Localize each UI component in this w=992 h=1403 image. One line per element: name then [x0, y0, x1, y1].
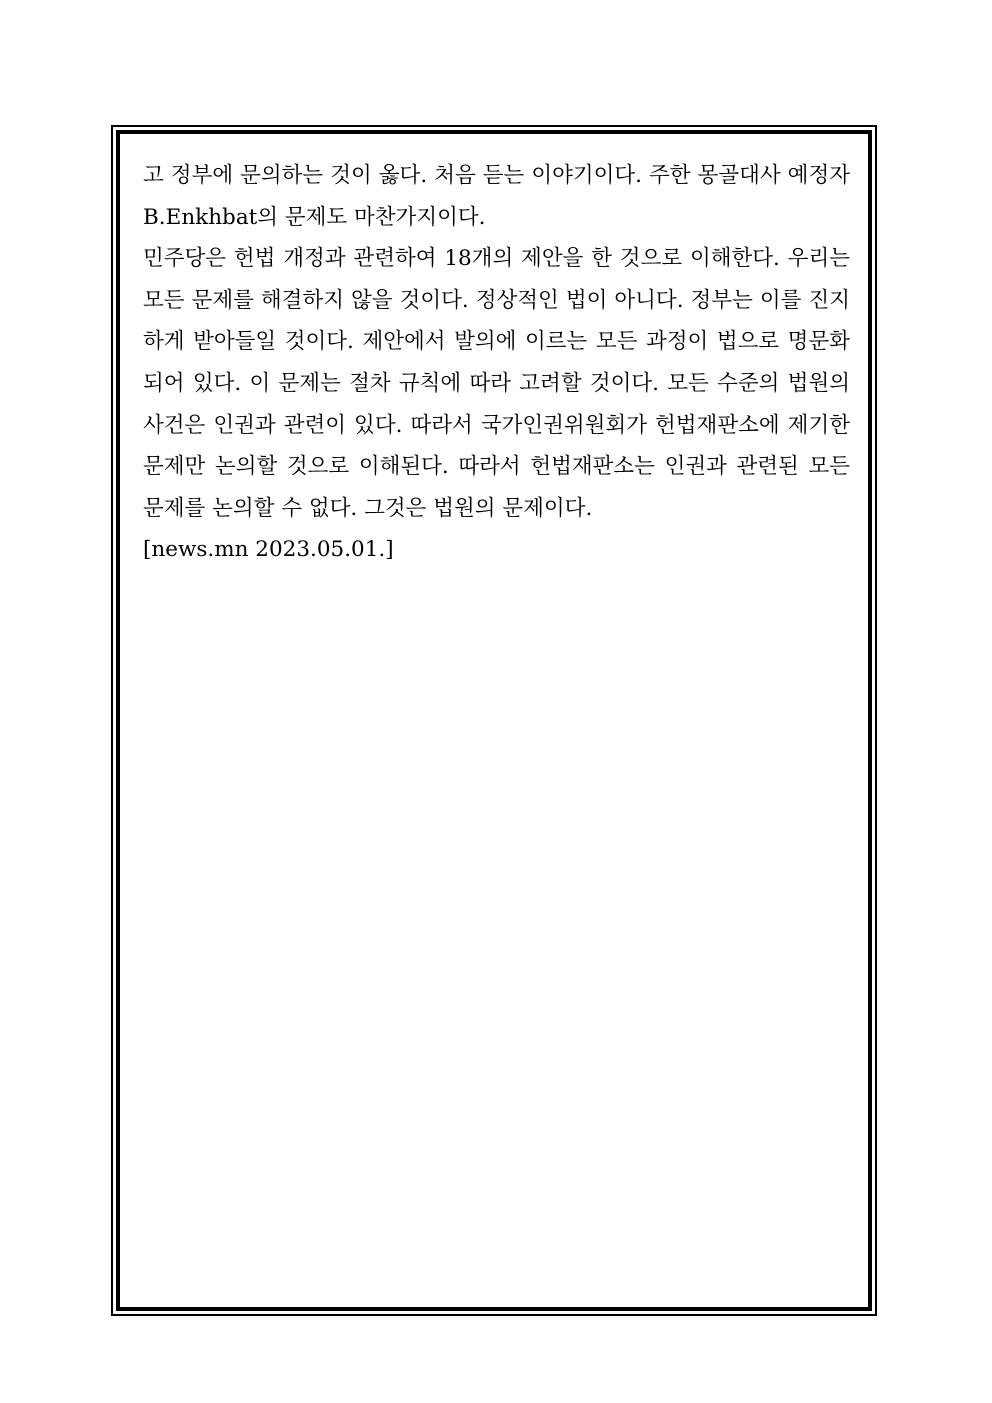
paragraph-constitutional-amendment: 민주당은 헌법 개정과 관련하여 18개의 제안을 한 것으로 이해한다. 우리는 모든 문제를 해결하지 않을 것이다. 정상적인 법이 아니다. 정부는 이를 진지하게 받아들일 것이다. 제안에서 발의에 이르는 모든 과정이 법으로 명문화되어 있다. 이 문제는 절차 규칙에 따라 고려할 것이다. 모든 수준의 법원의 사건은 인권과 관련이 있다. 따라서 국가인권위원회가 헌법재판소에 제기한 문제만 논의할 것으로 이해된다. 따라서 헌법재판소는 인권과 관련된 모든 문제를 논의할 수 없다. 그것은 법원의 문제이다. — [143, 246, 850, 521]
document-body — [143, 155, 850, 571]
source-citation: [news.mn 2023.05.01.] — [143, 537, 394, 563]
paragraph-continuation: 고 정부에 문의하는 것이 옳다. 처음 듣는 이야기이다. 주한 몽골대사 예정자 B.Enkhbat의 문제도 마찬가지이다. — [143, 163, 850, 230]
